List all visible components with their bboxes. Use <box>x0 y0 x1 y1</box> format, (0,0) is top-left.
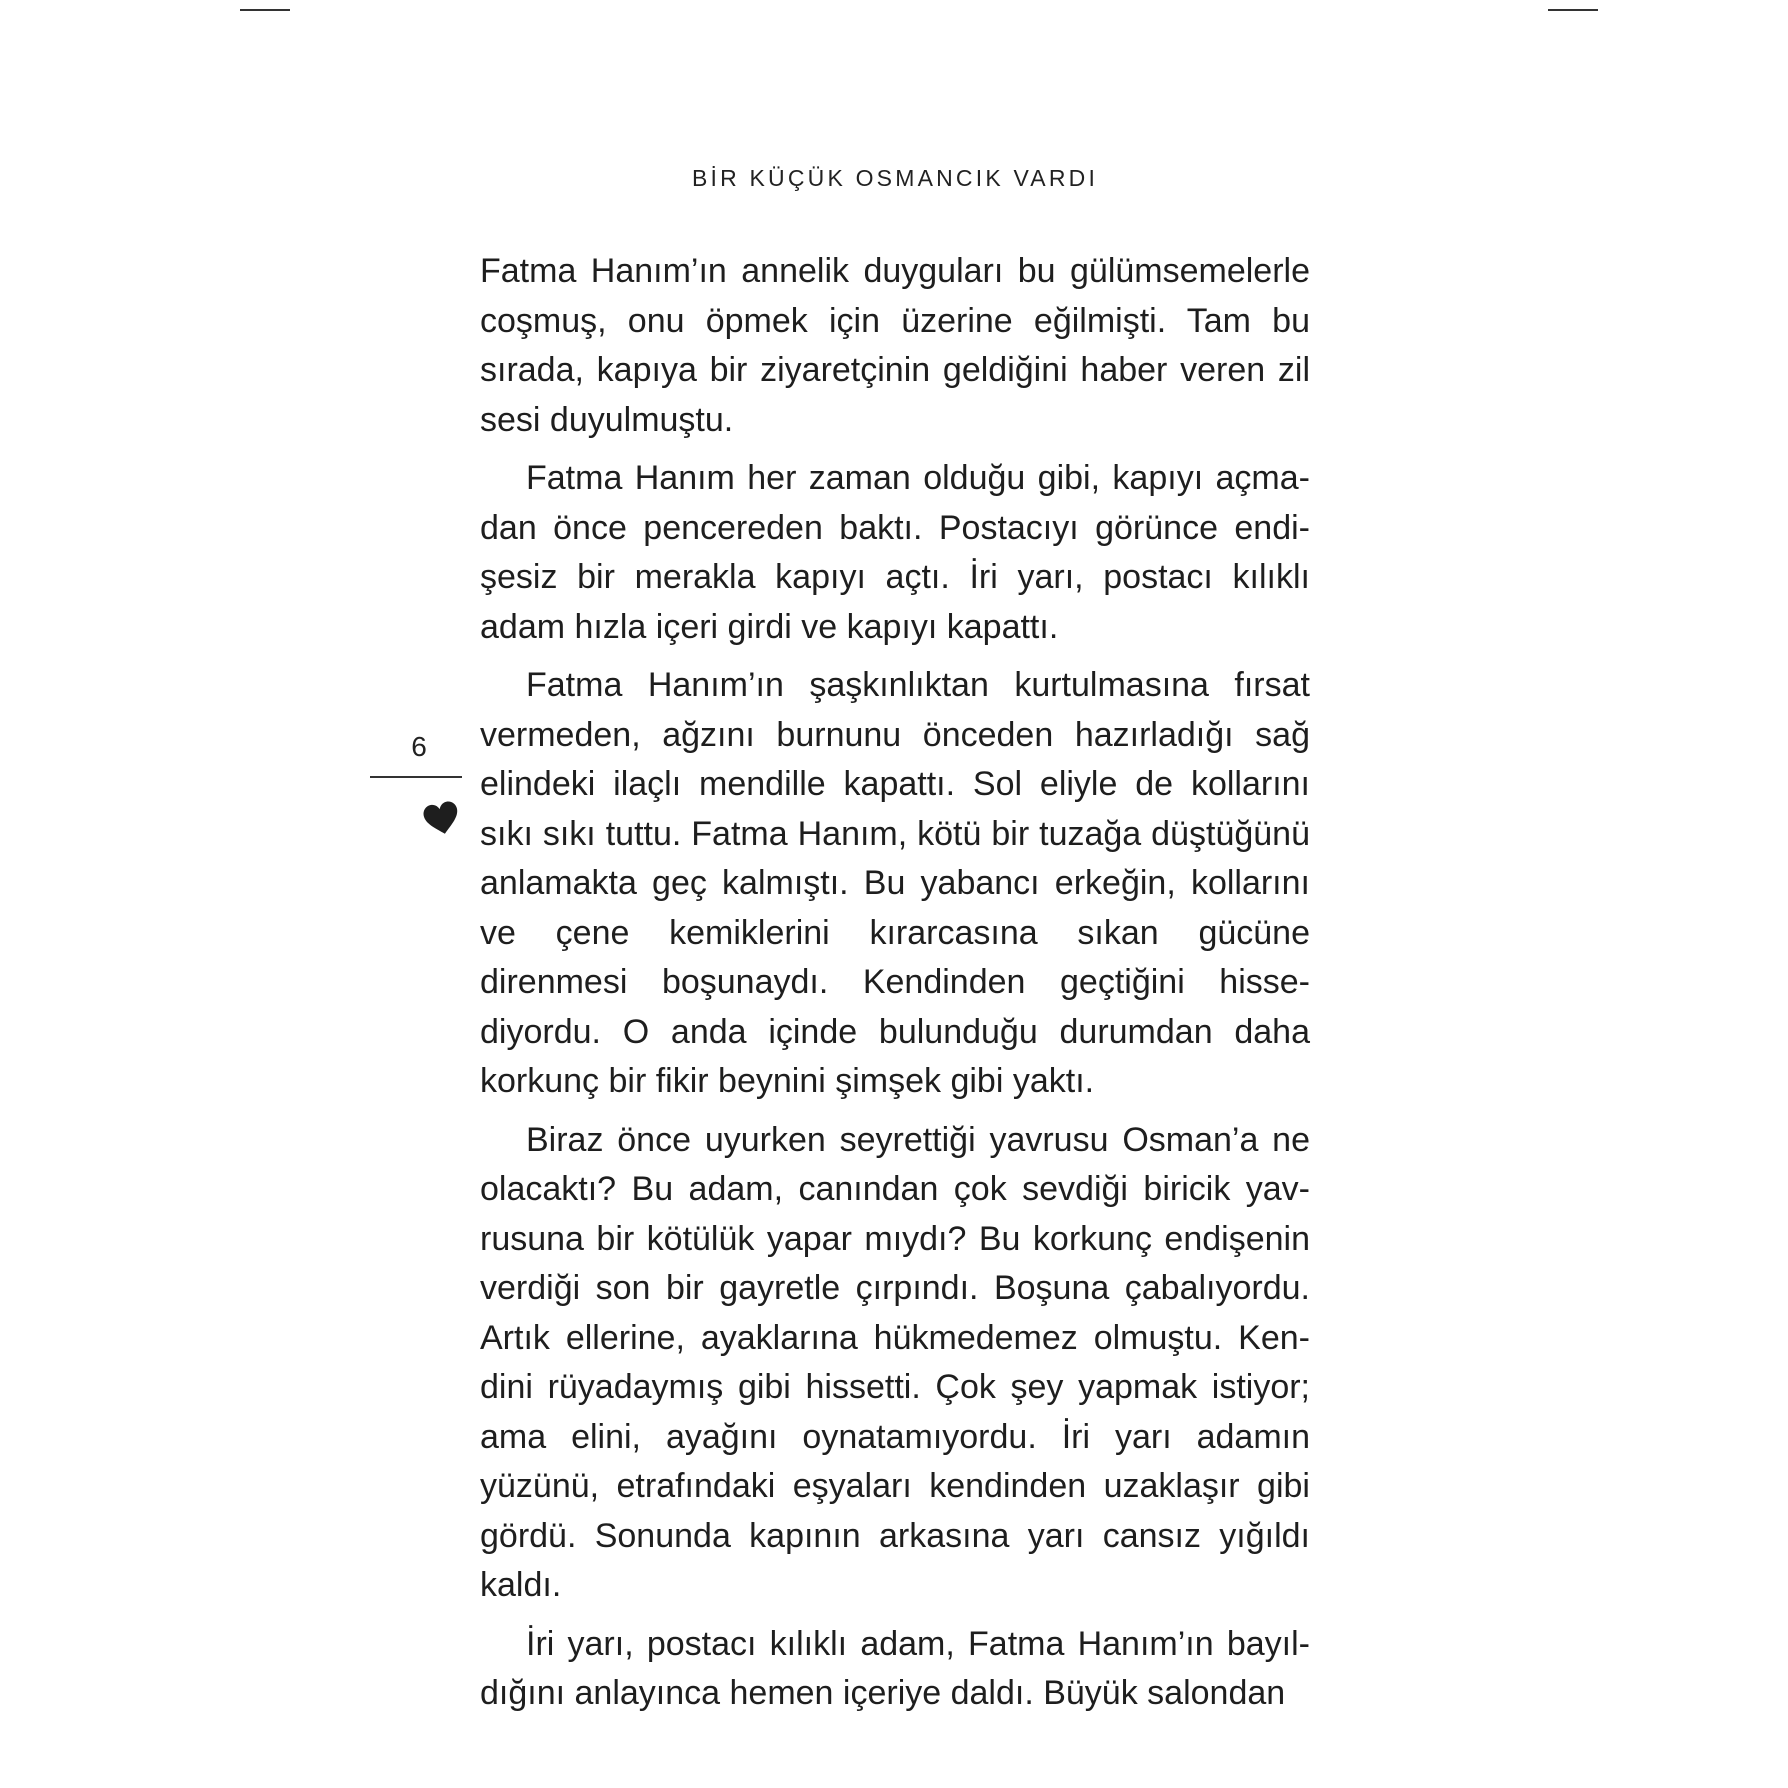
heart-icon <box>422 800 462 840</box>
page-number: 6 <box>411 731 427 762</box>
running-head: BİR KÜÇÜK OSMANCIK VARDI <box>691 165 1099 191</box>
paragraph: Fatma Hanım her zaman olduğu gibi, kapıyı açmadan önce pencereden baktı. Postacıyı görünce endişesiz bir merakla kapıyı açtı. İri yarı, postacı kılıklı adam hızla içeri girdi ve kapıyı kapattı. <box>480 459 1310 646</box>
paragraph: Fatma Hanım’ın şaşkınlıktan kurtulmasına fırsat vermeden, ağzını burnunu önceden hazırladığı sağ elindeki ilaçlı mendille kapattı. Sol eliyle de kollarını sıkı sıkı tuttu. Fatma Hanım, kötü bir tuzağa düştüğünü anlamakta geç kalmıştı. Bu yabancı erkeğin, kollarını ve çene kemiklerini kırarcasına sıkan gücüne direnmesi boşunaydı. Kendinden geçtiğini hissediyordu. O anda içinde bulunduğu durumdan daha korkunç bir fikir beynini şimşek gibi yaktı. <box>480 666 1310 1100</box>
paragraph: Biraz önce uyurken seyrettiği yavrusu Osman’a ne olacaktı? Bu adam, canından çok sevdiği biricik yavrusuna bir kötülük yapar mıydı? Bu korkunç endişenin verdiği son bir gayretle çırpındı. Boşuna çabalıyordu. Artık ellerine, ayaklarına hükmedemez olmuştu. Kendini rüyadaymış gibi hissetti. Çok şey yapmak istiyor; ama elini, ayağını oynatamıyordu. İri yarı adamın yüzünü, etrafındaki eşyaları kendinden uzaklaşır gibi gördü. Sonunda kapının arkasına yarı cansız yığıldı kaldı. <box>480 1120 1310 1604</box>
body-text <box>480 247 1310 1728</box>
paragraph: Fatma Hanım’ın annelik duyguları bu gülümsemelerle coşmuş, onu öpmek için üzerine eğilmişti. Tam bu sırada, kapıya bir ziyaretçinin geldiğini haber veren zil sesi duyulmuştu. <box>480 252 1310 439</box>
paragraph: İri yarı, postacı kılıklı adam, Fatma Hanım’ın bayıldığını anlayınca hemen içeriye daldı. Büyük salondan <box>480 1624 1310 1712</box>
folio <box>370 730 480 845</box>
crop-mark-left <box>240 9 290 11</box>
folio-divider <box>370 776 462 778</box>
crop-mark-right <box>1548 9 1598 11</box>
